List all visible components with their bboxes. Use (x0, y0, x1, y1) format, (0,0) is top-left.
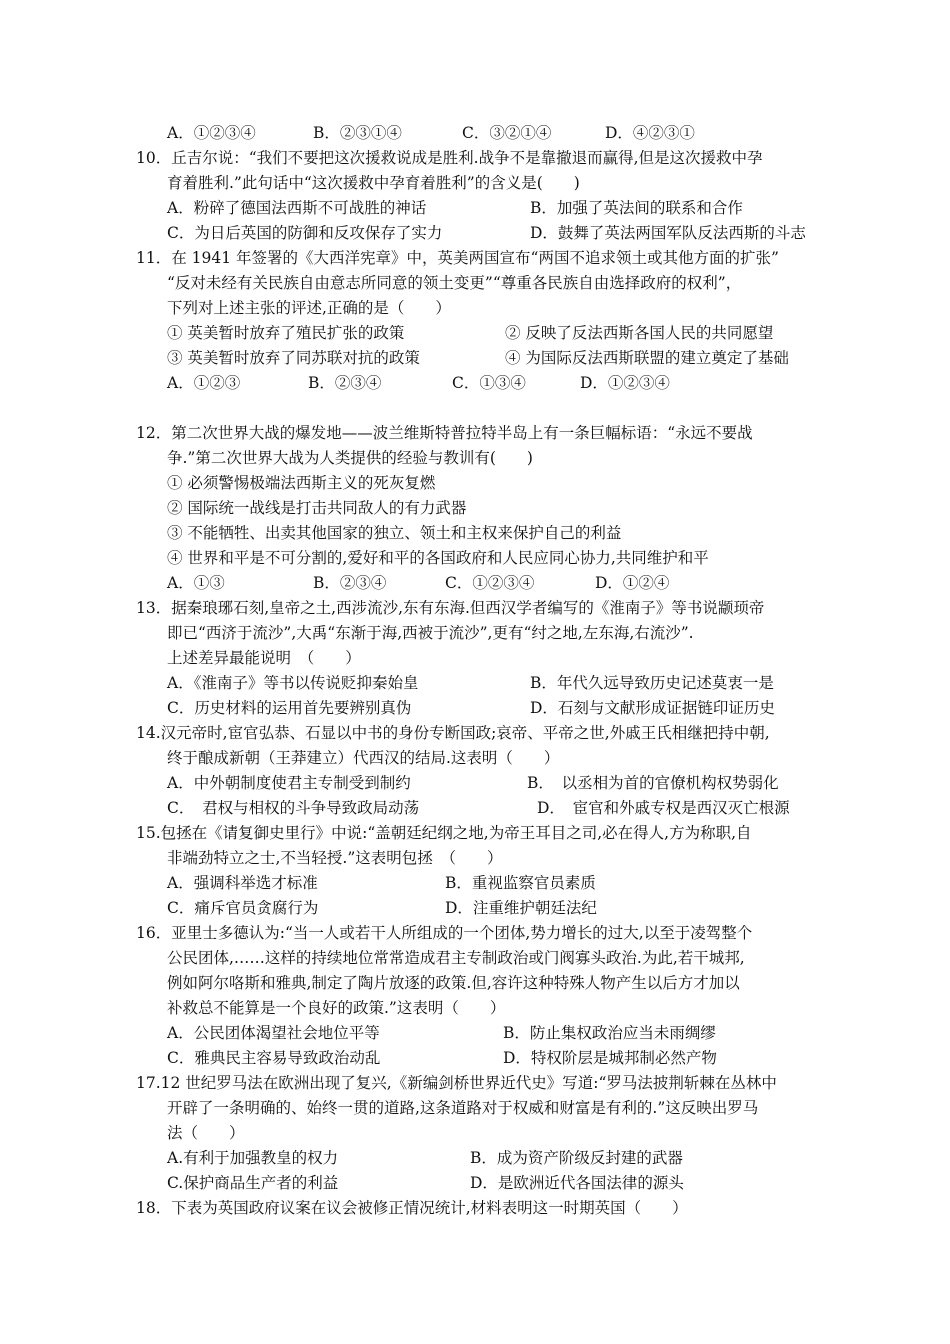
q12-item-3: ③ 不能牺牲、出卖其他国家的独立、领土和主权来保护自己的利益 (167, 524, 622, 542)
q12-option-c: C．①②③④ (445, 574, 535, 592)
q12-option-b: B．②③④ (313, 574, 387, 592)
q11-item-3: ③ 英美暂时放弃了同苏联对抗的政策 (167, 349, 420, 367)
q11-option-a: A．①②③ (167, 374, 241, 392)
q11-option-c: C．①③④ (452, 374, 526, 392)
q12-item-4: ④ 世界和平是不可分割的,爱好和平的各国政府和人民应同心协力,共同维护和平 (167, 549, 709, 567)
q11-stem: 11．在 1941 年签署的《大西洋宪章》中，英美两国宣布“两国不追求领土或其他方面的扩张” (136, 249, 779, 267)
q17-option-b: B．成为资产阶级反封建的武器 (470, 1149, 683, 1167)
q14-option-b: B． 以丞相为首的官僚机构权势弱化 (527, 774, 779, 792)
q11-item-2: ② 反映了反法西斯各国人民的共同愿望 (505, 324, 774, 342)
q10-option-a: A．粉碎了德国法西斯不可战胜的神话 (167, 199, 427, 217)
q11-option-b: B．②③④ (308, 374, 382, 392)
q17-option-d: D．是欧洲近代各国法律的源头 (470, 1174, 684, 1192)
q14-option-a: A．中外朝制度使君主专制受到制约 (167, 774, 411, 792)
q13-stem: 13．据秦琅琊石刻,皇帝之土,西涉流沙,东有东海.但西汉学者编写的《淮南子》等书说颛顼帝 (136, 599, 765, 617)
q15-option-b: B．重视监察官员素质 (445, 874, 596, 892)
q16-stem-cont-3: 补救总不能算是一个良好的政策.”这表明（ ） (167, 999, 506, 1017)
q13-option-a: A．《淮南子》等书以传说贬抑秦始皇 (167, 674, 419, 692)
q9-option-a: A．①②③④ (167, 124, 256, 142)
q13-stem-cont-1: 即已“西济于流沙”,大禹“东渐于海,西被于流沙”,更有“纣之地,左东海,右流沙”. (167, 624, 694, 642)
q13-stem-cont-2: 上述差异最能说明 （ ） (167, 649, 361, 667)
q12-option-d: D．①②④ (595, 574, 670, 592)
q10-option-d: D．鼓舞了英法两国军队反法西斯的斗志 (530, 224, 806, 242)
q17-option-c: C.保护商品生产者的利益 (167, 1174, 339, 1192)
q16-option-a: A．公民团体渴望社会地位平等 (167, 1024, 380, 1042)
q11-stem-cont-2: 下列对上述主张的评述,正确的是（ ） (167, 299, 451, 317)
q11-stem-cont-1: “反对未经有关民族自由意志所同意的领土变更”“尊重各民族自由选择政府的权利”， (167, 274, 742, 292)
q15-option-d: D．注重维护朝廷法纪 (445, 899, 597, 917)
q12-item-1: ① 必须警惕极端法西斯主义的死灰复燃 (167, 474, 436, 492)
q17-stem-cont-2: 法（ ） (167, 1124, 245, 1142)
q16-stem-cont-1: 公民团体,……这样的持续地位常常造成君主专制政治或门阀寡头政治.为此,若干城邦, (167, 949, 745, 967)
q17-option-a: A.有利于加强教皇的权力 (167, 1149, 339, 1167)
q11-item-4: ④ 为国际反法西斯联盟的建立奠定了基础 (505, 349, 789, 367)
q13-option-d: D．石刻与文献形成证据链印证历史 (530, 699, 775, 717)
q16-stem: 16．亚里士多德认为:“当一人或若干人所组成的一个团体,势力增长的过大,以至于凌驾整个 (136, 924, 753, 942)
q16-stem-cont-2: 例如阿尔咯斯和雅典,制定了陶片放逐的政策.但,容许这种特殊人物产生以后方才加以 (167, 974, 740, 992)
q10-option-c: C．为日后英国的防御和反攻保存了实力 (167, 224, 443, 242)
q10-stem: 10．丘吉尔说：“我们不要把这次援救说成是胜利.战争不是靠撤退而赢得,但是这次援救中孕 (136, 149, 763, 167)
q18-stem: 18．下表为英国政府议案在议会被修正情况统计,材料表明这一时期英国（ ） (136, 1199, 688, 1217)
q12-option-a: A．①③ (167, 574, 225, 592)
q12-stem: 12．第二次世界大战的爆发地——波兰维斯特普拉特半岛上有一条巨幅标语：“永远不要战 (136, 424, 753, 442)
q16-option-b: B．防止集权政治应当未雨绸缪 (503, 1024, 716, 1042)
q11-item-1: ① 英美暂时放弃了殖民扩张的政策 (167, 324, 405, 342)
q16-option-d: D．特权阶层是城邦制必然产物 (503, 1049, 717, 1067)
q17-stem-cont-1: 开辟了一条明确的、始终一贯的道路,这条道路对于权威和财富是有利的.”这反映出罗马 (167, 1099, 759, 1117)
q13-option-b: B．年代久远导致历史记述莫衷一是 (530, 674, 774, 692)
q15-stem-cont: 非端劲特立之士,不当轻授.”这表明包拯 （ ） (167, 849, 503, 867)
q15-stem: 15.包拯在《请复御史里行》中说:“盖朝廷纪纲之地,为帝王耳目之司,必在得人,方为称职,自 (136, 824, 752, 842)
q10-option-b: B．加强了英法间的联系和合作 (530, 199, 743, 217)
q10-stem-cont: 育着胜利.”此句话中“这次援救中孕育着胜利”的含义是( ) (167, 174, 580, 192)
q15-option-a: A．强调科举选才标准 (167, 874, 318, 892)
q14-option-d: D． 宦官和外戚专权是西汉灭亡根源 (537, 799, 790, 817)
q16-option-c: C．雅典民主容易导致政治动乱 (167, 1049, 381, 1067)
q15-option-c: C．痛斥官员贪腐行为 (167, 899, 319, 917)
q14-stem-cont: 终于酿成新朝（王莽建立）代西汉的结局.这表明（ ） (167, 749, 560, 767)
q13-option-c: C．历史材料的运用首先要辨别真伪 (167, 699, 412, 717)
q14-stem: 14.汉元帝时,宦官弘恭、石显以中书的身份专断国政;哀帝、平帝之世,外戚王氏相继把持中朝, (136, 724, 770, 742)
q11-option-d: D．①②③④ (580, 374, 670, 392)
q12-item-2: ② 国际统一战线是打击共同敌人的有力武器 (167, 499, 467, 517)
q12-stem-cont: 争.”第二次世界大战为人类提供的经验与教训有( ) (167, 449, 533, 467)
q17-stem: 17.12 世纪罗马法在欧洲出现了复兴,《新编剑桥世界近代史》写道:“罗马法披荆斩棘在丛林中 (136, 1074, 777, 1092)
q14-option-c: C． 君权与相权的斗争导致政局动荡 (167, 799, 420, 817)
q9-option-d: D．④②③① (605, 124, 695, 142)
q9-option-b: B．②③①④ (313, 124, 402, 142)
q9-option-c: C．③②①④ (462, 124, 552, 142)
